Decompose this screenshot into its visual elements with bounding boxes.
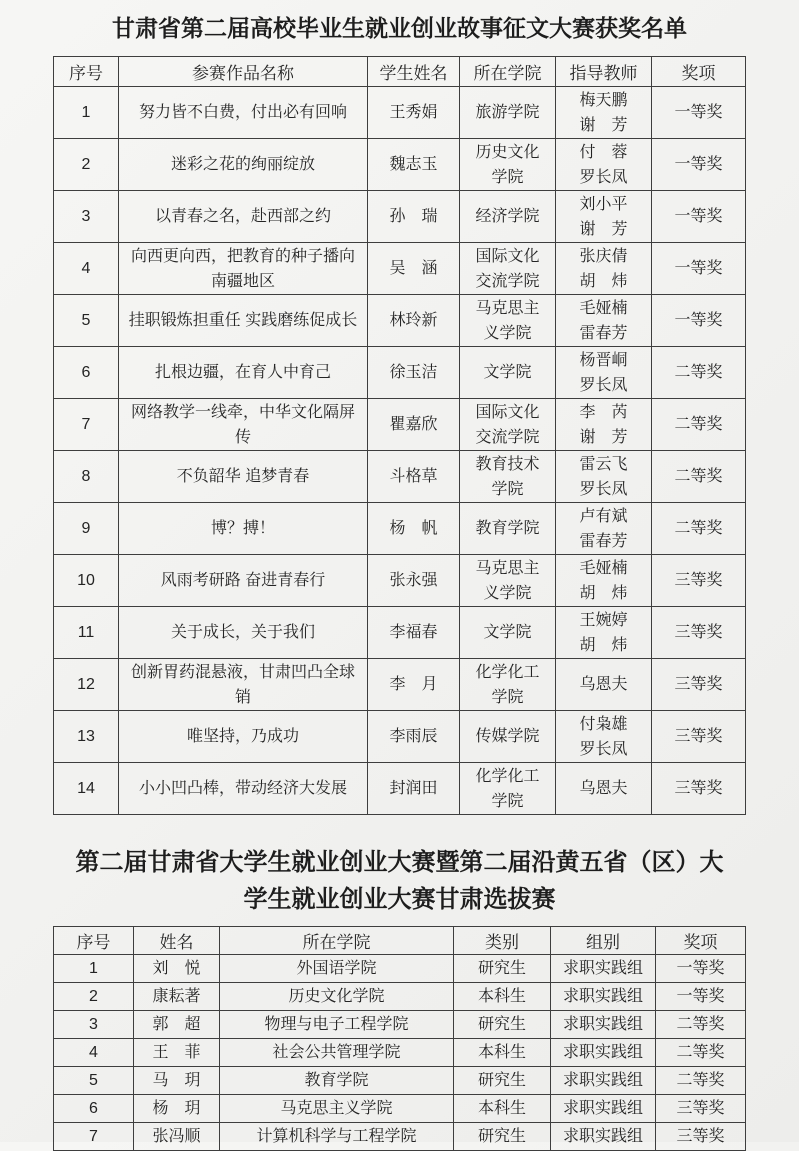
cell-serial-number: 10 [54, 555, 119, 607]
essay-table-row [54, 191, 746, 243]
cell-name: 杨 玥 [134, 1095, 220, 1123]
cell-advisors [556, 139, 652, 191]
cell-name: 马 玥 [134, 1067, 220, 1095]
cell-award: 三等奖 [652, 711, 746, 763]
cell-student-name: 李福春 [368, 607, 460, 659]
advisor-name-line1: 李 芮 [579, 403, 628, 421]
cell-work-title: 迷彩之花的绚丽绽放 [119, 139, 368, 191]
cell-work-title: 博？搏！ [119, 503, 368, 555]
cell-student-name: 杨 帆 [368, 503, 460, 555]
selection-table-row [54, 1011, 746, 1039]
cell-college: 教育技术学院 [460, 451, 556, 503]
advisor-name-line1: 王婉婷 [579, 611, 628, 629]
cell-college: 旅游学院 [460, 87, 556, 139]
cell-category: 研究生 [454, 1011, 551, 1039]
advisor-name-line2: 雷春芳 [579, 324, 628, 342]
cell-serial-number: 12 [54, 659, 119, 711]
cell-serial-number: 5 [54, 295, 119, 347]
cell-category: 研究生 [454, 955, 551, 983]
cell-serial-number: 3 [54, 1011, 134, 1039]
cell-serial-number: 1 [54, 955, 134, 983]
cell-category: 研究生 [454, 1123, 551, 1151]
cell-award: 二等奖 [652, 399, 746, 451]
cell-serial-number: 8 [54, 451, 119, 503]
essay-table-body [54, 87, 746, 815]
essay-table-row [54, 659, 746, 711]
advisor-name-line2: 谢 芳 [579, 116, 628, 134]
cell-name: 张冯顺 [134, 1123, 220, 1151]
cell-award: 三等奖 [652, 555, 746, 607]
cell-college: 历史文化学院 [460, 139, 556, 191]
cell-award: 一等奖 [652, 87, 746, 139]
cell-advisors [556, 87, 652, 139]
essay-table-row [54, 451, 746, 503]
cell-student-name: 斗格草 [368, 451, 460, 503]
cell-award: 二等奖 [652, 503, 746, 555]
cell-award: 三等奖 [652, 763, 746, 815]
advisor-name-line1: 毛娅楠 [579, 559, 628, 577]
advisor-name-line1: 梅天鹏 [579, 91, 628, 109]
cell-college: 传媒学院 [460, 711, 556, 763]
advisor-name-line1: 刘小平 [579, 195, 628, 213]
cell-college: 教育学院 [220, 1067, 454, 1095]
cell-award: 二等奖 [656, 1011, 746, 1039]
cell-serial-number: 4 [54, 1039, 134, 1067]
header-student-name: 学生姓名 [368, 57, 460, 87]
header-serial-number: 序号 [54, 927, 134, 955]
cell-work-title: 努力皆不白费，付出必有回响 [119, 87, 368, 139]
cell-serial-number: 1 [54, 87, 119, 139]
cell-serial-number: 5 [54, 1067, 134, 1095]
header-group: 组别 [551, 927, 656, 955]
cell-serial-number: 2 [54, 139, 119, 191]
cell-award: 一等奖 [652, 191, 746, 243]
cell-group: 求职实践组 [551, 1123, 656, 1151]
cell-award: 二等奖 [652, 347, 746, 399]
selection-table-row [54, 955, 746, 983]
cell-name: 王 菲 [134, 1039, 220, 1067]
cell-college: 社会公共管理学院 [220, 1039, 454, 1067]
selection-table-row [54, 1067, 746, 1095]
advisor-name-line1: 付枭雄 [579, 715, 628, 733]
cell-college: 历史文化学院 [220, 983, 454, 1011]
cell-advisors [556, 711, 652, 763]
cell-student-name: 张永强 [368, 555, 460, 607]
cell-college: 物理与电子工程学院 [220, 1011, 454, 1039]
cell-award: 一等奖 [656, 983, 746, 1011]
cell-advisors [556, 191, 652, 243]
advisor-name-line2: 胡 炜 [579, 636, 628, 654]
cell-work-title: 挂职锻炼担重任 实践磨练促成长 [119, 295, 368, 347]
cell-student-name: 李雨辰 [368, 711, 460, 763]
cell-advisors [556, 347, 652, 399]
essay-table-row [54, 399, 746, 451]
header-advisor: 指导教师 [556, 57, 652, 87]
essay-table-row [54, 87, 746, 139]
cell-serial-number: 2 [54, 983, 134, 1011]
cell-advisors [556, 659, 652, 711]
cell-name: 刘 悦 [134, 955, 220, 983]
cell-award: 三等奖 [652, 607, 746, 659]
cell-work-title: 创新胃药混悬液，甘肃凹凸全球销 [119, 659, 368, 711]
cell-category: 本科生 [454, 1095, 551, 1123]
advisor-name-line1: 毛娅楠 [579, 299, 628, 317]
cell-college: 教育学院 [460, 503, 556, 555]
advisor-name-line2: 罗长凤 [579, 168, 628, 186]
cell-college: 马克思主义学院 [460, 295, 556, 347]
cell-award: 二等奖 [656, 1067, 746, 1095]
cell-student-name: 吴 涵 [368, 243, 460, 295]
cell-college: 国际文化交流学院 [460, 399, 556, 451]
advisor-name-line1: 乌恩夫 [579, 780, 628, 797]
cell-work-title: 唯坚持，乃成功 [119, 711, 368, 763]
selection-table-row [54, 1095, 746, 1123]
cell-award: 一等奖 [656, 955, 746, 983]
cell-work-title: 关于成长，关于我们 [119, 607, 368, 659]
header-category: 类别 [454, 927, 551, 955]
cell-serial-number: 7 [54, 399, 119, 451]
cell-work-title: 以青春之名，赴西部之约 [119, 191, 368, 243]
advisor-name-line1: 杨晋峒 [579, 351, 628, 369]
cell-award: 三等奖 [656, 1095, 746, 1123]
cell-group: 求职实践组 [551, 1095, 656, 1123]
cell-college: 马克思主义学院 [460, 555, 556, 607]
cell-award: 二等奖 [656, 1039, 746, 1067]
essay-awards-table [53, 56, 746, 815]
essay-contest-title: 甘肃省第二届高校毕业生就业创业故事征文大赛获奖名单 [112, 15, 687, 41]
cell-college: 化学化工学院 [460, 763, 556, 815]
cell-student-name: 王秀娟 [368, 87, 460, 139]
cell-college: 化学化工学院 [460, 659, 556, 711]
selection-awards-table [53, 926, 746, 1151]
selection-table-row [54, 983, 746, 1011]
advisor-name-line2: 罗长凤 [579, 480, 628, 498]
selection-table-row [54, 1123, 746, 1151]
header-award: 奖项 [656, 927, 746, 955]
cell-serial-number: 6 [54, 347, 119, 399]
cell-award: 二等奖 [652, 451, 746, 503]
cell-work-title: 扎根边疆，在育人中育己 [119, 347, 368, 399]
cell-advisors [556, 607, 652, 659]
cell-student-name: 林玲新 [368, 295, 460, 347]
cell-work-title: 向西更向西，把教育的种子播向南疆地区 [119, 243, 368, 295]
selection-contest-title: 第二届甘肃省大学生就业创业大赛暨第二届沿黄五省（区）大学生就业创业大赛甘肃选拔赛 [75, 849, 724, 913]
cell-award: 三等奖 [656, 1123, 746, 1151]
advisor-name-line2: 雷春芳 [579, 532, 628, 550]
cell-work-title: 不负韶华 追梦青春 [119, 451, 368, 503]
essay-table-row [54, 555, 746, 607]
advisor-name-line2: 罗长凤 [579, 376, 628, 394]
selection-table-header-row [54, 927, 746, 955]
cell-student-name: 魏志玉 [368, 139, 460, 191]
cell-group: 求职实践组 [551, 983, 656, 1011]
header-award: 奖项 [652, 57, 746, 87]
cell-group: 求职实践组 [551, 1067, 656, 1095]
cell-advisors [556, 399, 652, 451]
cell-serial-number: 4 [54, 243, 119, 295]
cell-college: 外国语学院 [220, 955, 454, 983]
cell-group: 求职实践组 [551, 955, 656, 983]
cell-student-name: 封润田 [368, 763, 460, 815]
cell-award: 一等奖 [652, 243, 746, 295]
essay-table-row [54, 503, 746, 555]
advisor-name-line2: 罗长凤 [579, 740, 628, 758]
cell-college: 计算机科学与工程学院 [220, 1123, 454, 1151]
cell-category: 本科生 [454, 1039, 551, 1067]
cell-award: 一等奖 [652, 139, 746, 191]
header-college: 所在学院 [220, 927, 454, 955]
cell-college: 文学院 [460, 347, 556, 399]
header-work-title: 参赛作品名称 [119, 57, 368, 87]
cell-work-title: 网络教学一线牵，中华文化隔屏传 [119, 399, 368, 451]
cell-college: 国际文化交流学院 [460, 243, 556, 295]
essay-table-row [54, 243, 746, 295]
selection-table-body [54, 955, 746, 1151]
header-serial-number: 序号 [54, 57, 119, 87]
cell-student-name: 徐玉洁 [368, 347, 460, 399]
selection-table-row [54, 1039, 746, 1067]
cell-serial-number: 11 [54, 607, 119, 659]
advisor-name-line1: 雷云飞 [579, 455, 628, 473]
advisor-name-line1: 卢有斌 [579, 507, 628, 525]
cell-advisors [556, 451, 652, 503]
cell-category: 研究生 [454, 1067, 551, 1095]
essay-table-row [54, 607, 746, 659]
cell-college: 马克思主义学院 [220, 1095, 454, 1123]
essay-table-row [54, 763, 746, 815]
advisor-name-line2: 胡 炜 [579, 584, 628, 602]
cell-serial-number: 14 [54, 763, 119, 815]
cell-name: 康耘著 [134, 983, 220, 1011]
cell-advisors [556, 503, 652, 555]
cell-advisors [556, 295, 652, 347]
advisor-name-line2: 胡 炜 [579, 272, 628, 290]
cell-category: 本科生 [454, 983, 551, 1011]
advisor-name-line2: 谢 芳 [579, 220, 628, 238]
essay-table-row [54, 139, 746, 191]
cell-student-name: 孙 瑞 [368, 191, 460, 243]
cell-student-name: 李 月 [368, 659, 460, 711]
cell-serial-number: 13 [54, 711, 119, 763]
header-name: 姓名 [134, 927, 220, 955]
cell-name: 郭 超 [134, 1011, 220, 1039]
cell-serial-number: 9 [54, 503, 119, 555]
essay-table-row [54, 711, 746, 763]
cell-award: 一等奖 [652, 295, 746, 347]
cell-advisors [556, 763, 652, 815]
cell-serial-number: 3 [54, 191, 119, 243]
advisor-name-line2: 谢 芳 [579, 428, 628, 446]
cell-award: 三等奖 [652, 659, 746, 711]
advisor-name-line1: 乌恩夫 [579, 676, 628, 693]
cell-group: 求职实践组 [551, 1039, 656, 1067]
cell-student-name: 瞿嘉欣 [368, 399, 460, 451]
cell-college: 经济学院 [460, 191, 556, 243]
cell-work-title: 风雨考研路 奋进青春行 [119, 555, 368, 607]
cell-advisors [556, 555, 652, 607]
cell-serial-number: 7 [54, 1123, 134, 1151]
advisor-name-line1: 张庆倩 [579, 247, 628, 265]
cell-advisors [556, 243, 652, 295]
essay-table-row [54, 295, 746, 347]
cell-college: 文学院 [460, 607, 556, 659]
cell-work-title: 小小凹凸棒，带动经济大发展 [119, 763, 368, 815]
advisor-name-line1: 付 蓉 [579, 143, 628, 161]
header-college: 所在学院 [460, 57, 556, 87]
cell-serial-number: 6 [54, 1095, 134, 1123]
essay-table-row [54, 347, 746, 399]
cell-group: 求职实践组 [551, 1011, 656, 1039]
essay-table-header-row [54, 57, 746, 87]
